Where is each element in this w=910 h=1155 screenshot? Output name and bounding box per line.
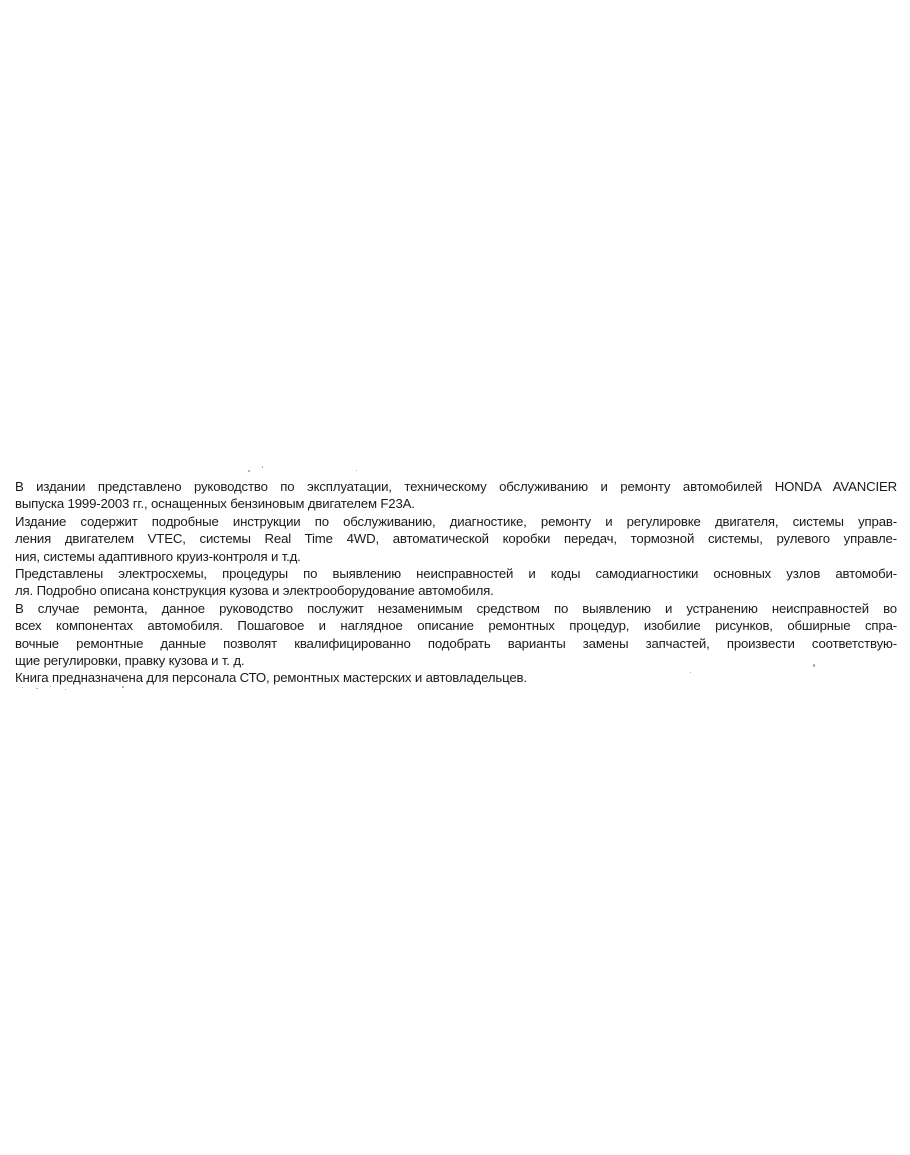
text-line: В случае ремонта, данное руководство послужит незаменимым средством по выявлению и устранению неисправностей во <box>15 600 897 616</box>
scan-speck <box>248 470 250 472</box>
text-line: Книга предназначена для персонала СТО, ремонтных мастерских и автовладельцев. <box>15 670 527 686</box>
text-line: щие регулировки, правку кузова и т. д. <box>15 653 245 669</box>
text-line: В издании представлено руководство по эксплуатации, техническому обслуживанию и ремонту автомобилей HONDA AVANCIER <box>15 479 897 494</box>
scan-speck <box>262 466 263 468</box>
text-line: Представлены электросхемы, процедуры по выявлению неисправностей и коды самодиагностики основных узлов автомоби- <box>15 566 897 582</box>
scan-speck <box>65 689 66 690</box>
text-line: выпуска 1999-2003 гг., оснащенных бензиновым двигателем F23A. <box>15 496 415 512</box>
scan-speck <box>356 470 357 471</box>
text-line: ния, системы адаптивного круиз-контроля и т.д. <box>15 548 301 564</box>
scan-speck <box>36 688 38 689</box>
text-line: вочные ремонтные данные позволят квалифицированно подобрать варианты замены запчастей, произвести соответствую- <box>15 635 897 651</box>
scan-speck <box>50 686 51 687</box>
text-line: ля. Подробно описана конструкция кузова и электрооборудование автомобиля. <box>15 583 494 599</box>
text-line: Издание содержит подробные инструкции по обслуживанию, диагностике, ремонту и регулировке двигателя, системы управ- <box>15 513 897 529</box>
text-line: ления двигателем VTEC, системы Real Time 4WD, автоматической коробки передач, тормозной системы, рулевого управле- <box>15 531 897 547</box>
book-description <box>15 478 897 687</box>
scan-speck <box>690 672 691 673</box>
scan-speck <box>122 686 124 688</box>
scan-speck <box>22 687 23 688</box>
scan-speck <box>813 664 815 667</box>
text-line: всех компонентах автомобиля. Пошаговое и наглядное описание ремонтных процедур, изобилие рисунков, обширные спра- <box>15 618 897 634</box>
